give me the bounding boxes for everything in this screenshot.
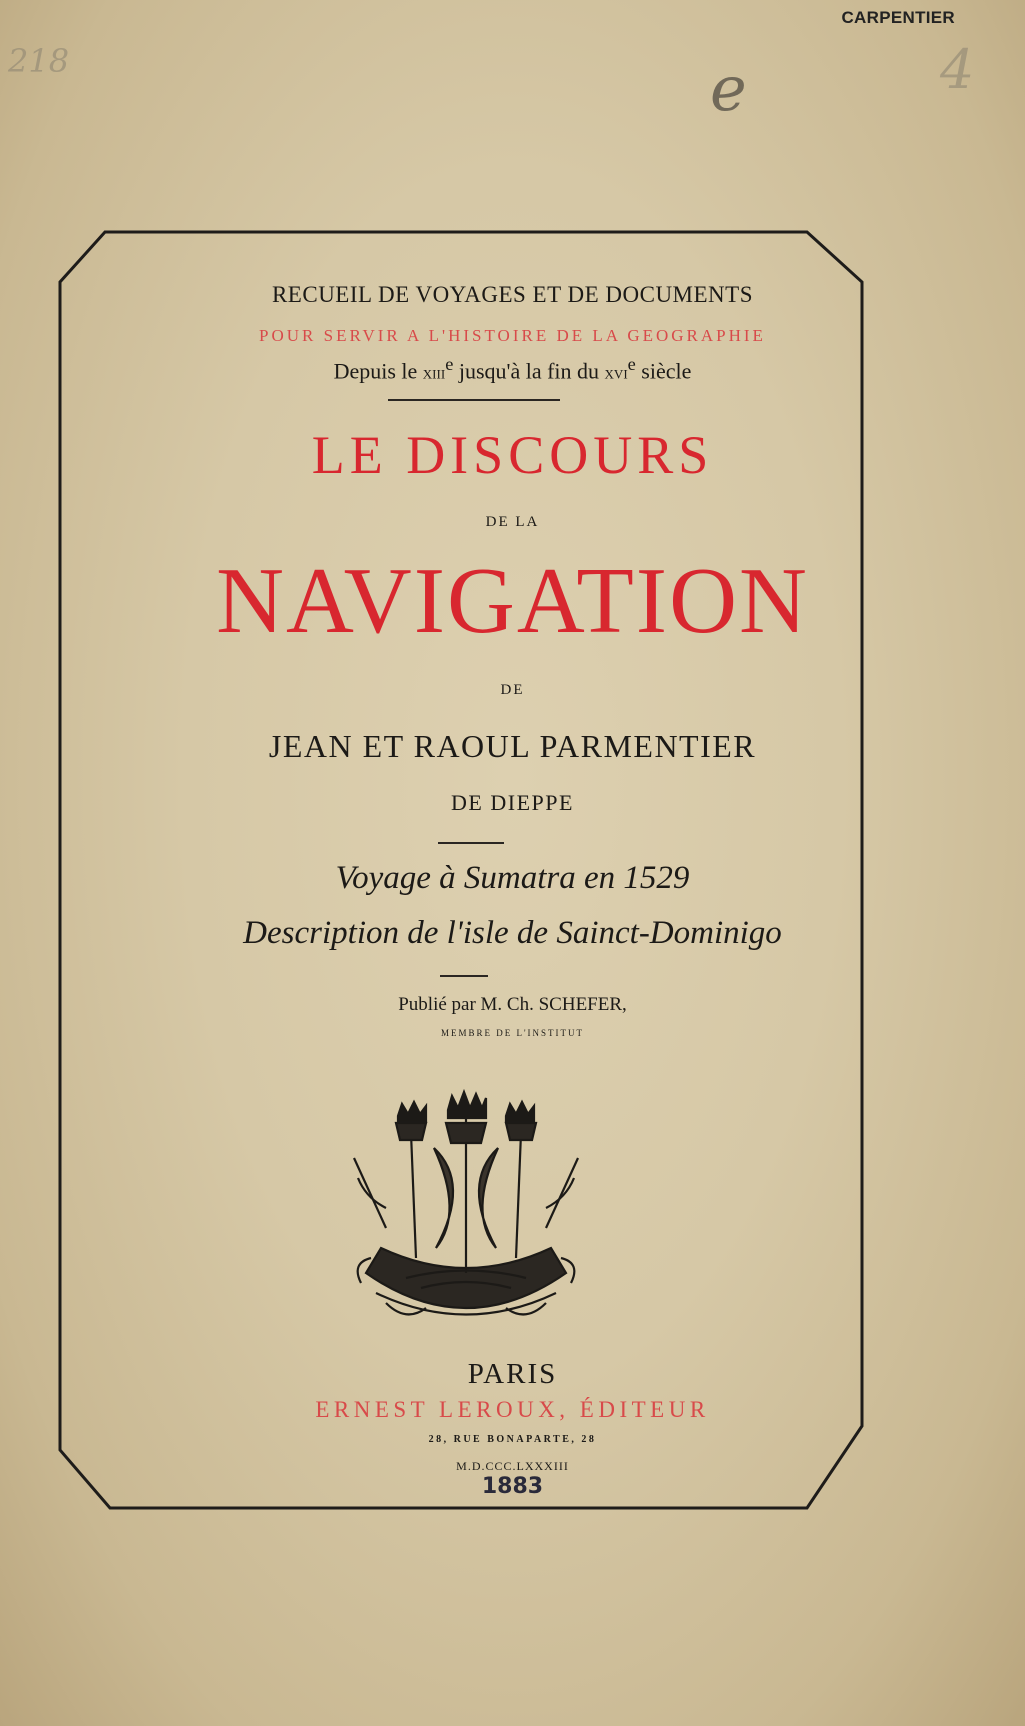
imprint-year-roman: M.D.CCC.LXXXIII	[456, 1459, 569, 1473]
pencil-mark: 4	[940, 38, 975, 101]
authors: JEAN ET RAOUL PARMENTIER	[268, 728, 757, 764]
library-stamp: CARPENTIER	[841, 8, 955, 27]
subtitle-description: Description de l'isle de Sainct-Dominigo	[243, 915, 782, 951]
divider-rule	[440, 975, 488, 977]
ship-emblem-icon	[346, 1088, 586, 1338]
title-discours: LE DISCOURS	[311, 425, 714, 485]
series-period: Depuis le xiii$^e$ jusqu'à la fin du xvi$^e$ siècle	[333, 354, 692, 384]
imprint-publisher: ERNEST LEROUX, ÉDITEUR	[315, 1397, 710, 1422]
pencil-mark: e	[710, 52, 747, 125]
title-de-la: DE LA	[485, 514, 540, 530]
divider-rule	[388, 399, 560, 401]
imprint-city: PARIS	[467, 1358, 558, 1390]
author-place: DE DIEPPE	[451, 790, 574, 815]
series-title: RECUEIL DE VOYAGES ET DE DOCUMENTS	[271, 282, 754, 307]
title-de: DE	[500, 682, 525, 698]
title-navigation: NAVIGATION	[216, 549, 809, 653]
series-subtitle: POUR SERVIR A L'HISTOIRE DE LA GEOGRAPHIE	[259, 326, 766, 345]
divider-rule	[438, 842, 504, 844]
subtitle-voyage: Voyage à Sumatra en 1529	[335, 860, 690, 896]
pencil-catalog-number: 218	[8, 42, 70, 80]
editor-credit: Publié par M. Ch. SCHEFER,	[398, 994, 627, 1015]
editor-role: MEMBRE DE L'INSTITUT	[440, 1028, 585, 1038]
imprint-address: 28, RUE BONAPARTE, 28	[428, 1434, 597, 1445]
handwritten-year: 1883	[481, 1474, 544, 1499]
